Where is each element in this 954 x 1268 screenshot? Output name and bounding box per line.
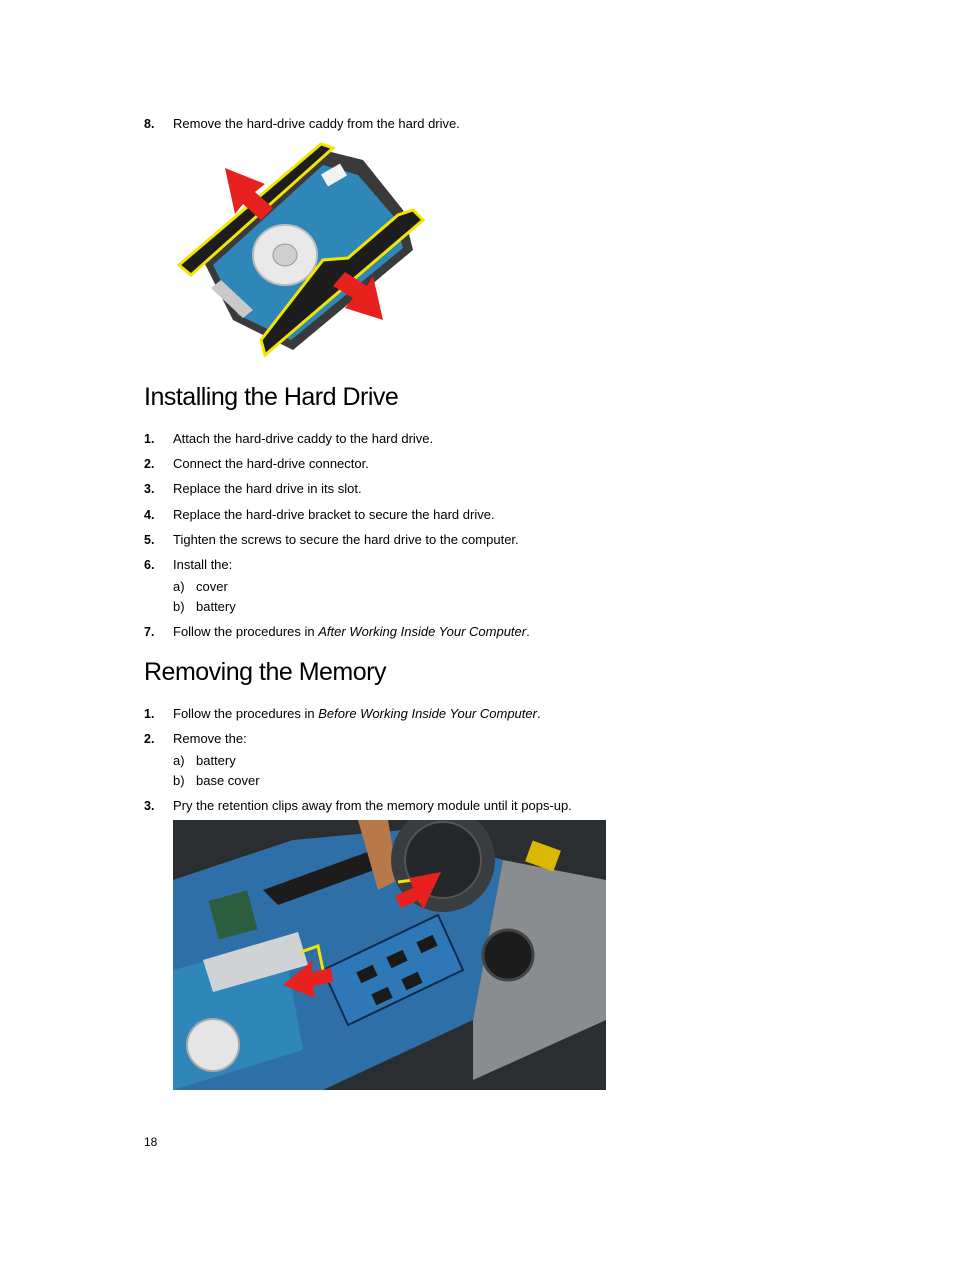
step-number: 6.: [144, 558, 155, 572]
step-text: Remove the:: [173, 731, 247, 746]
step-number: 1.: [144, 432, 155, 446]
item-letter: b): [173, 773, 185, 788]
step-number: 2.: [144, 457, 155, 471]
step-text: Replace the hard-drive bracket to secure the hard drive.: [173, 507, 495, 522]
procedure-reference: Before Working Inside Your Computer: [318, 706, 537, 721]
step-text: Replace the hard drive in its slot.: [173, 481, 362, 496]
step-text: Pry the retention clips away from the memory module until it pops-up.: [173, 798, 572, 813]
install-step-2: [144, 456, 369, 472]
step-number: 2.: [144, 732, 155, 746]
step-number: 5.: [144, 533, 155, 547]
remove-step-2: [144, 731, 247, 747]
step-number: 7.: [144, 625, 155, 639]
page-number: 18: [144, 1135, 158, 1149]
step-text-before: Follow the procedures in: [173, 624, 319, 639]
step-text: Connect the hard-drive connector.: [173, 456, 369, 471]
install-step-1: [144, 431, 433, 447]
install-item-b: [173, 599, 236, 615]
item-text: base cover: [196, 773, 260, 788]
step-text-before: Follow the procedures in: [173, 706, 319, 721]
remove-item-b: [173, 773, 260, 789]
step-text-after: .: [536, 706, 541, 721]
step-text-after: .: [526, 624, 530, 639]
procedure-reference: After Working Inside Your Computer: [318, 624, 527, 639]
step-number: 4.: [144, 508, 155, 522]
install-step-5: [144, 532, 519, 548]
step-number: 8.: [144, 117, 155, 131]
install-step-7: [144, 624, 530, 640]
step-number: 3.: [144, 482, 155, 496]
step-number: 3.: [144, 799, 155, 813]
removing-memory-heading: Removing the Memory: [144, 658, 386, 686]
hard-drive-caddy-image: [173, 140, 435, 362]
step-8: [144, 116, 460, 132]
install-step-6: [144, 557, 232, 573]
remove-item-a: [173, 753, 236, 769]
item-text: battery: [196, 753, 236, 768]
step-text: Remove the hard-drive caddy from the hard drive.: [173, 116, 460, 131]
item-text: cover: [196, 579, 228, 594]
item-letter: b): [173, 599, 185, 614]
install-step-3: [144, 481, 362, 497]
item-text: battery: [196, 599, 236, 614]
step-text: Tighten the screws to secure the hard drive to the computer.: [173, 532, 519, 547]
install-item-a: [173, 579, 228, 595]
memory-module-image: [173, 820, 606, 1090]
step-text: Install the:: [173, 557, 233, 572]
remove-step-3: [144, 798, 572, 814]
item-letter: a): [173, 579, 185, 594]
item-letter: a): [173, 753, 185, 768]
remove-step-1: [144, 706, 541, 722]
installing-hard-drive-heading: Installing the Hard Drive: [144, 383, 399, 411]
step-number: 1.: [144, 707, 155, 721]
laptop-internals-illustration: [173, 820, 606, 1090]
step-text: Attach the hard-drive caddy to the hard drive.: [173, 431, 434, 446]
hard-drive-illustration: [173, 140, 435, 362]
install-step-4: [144, 507, 495, 523]
